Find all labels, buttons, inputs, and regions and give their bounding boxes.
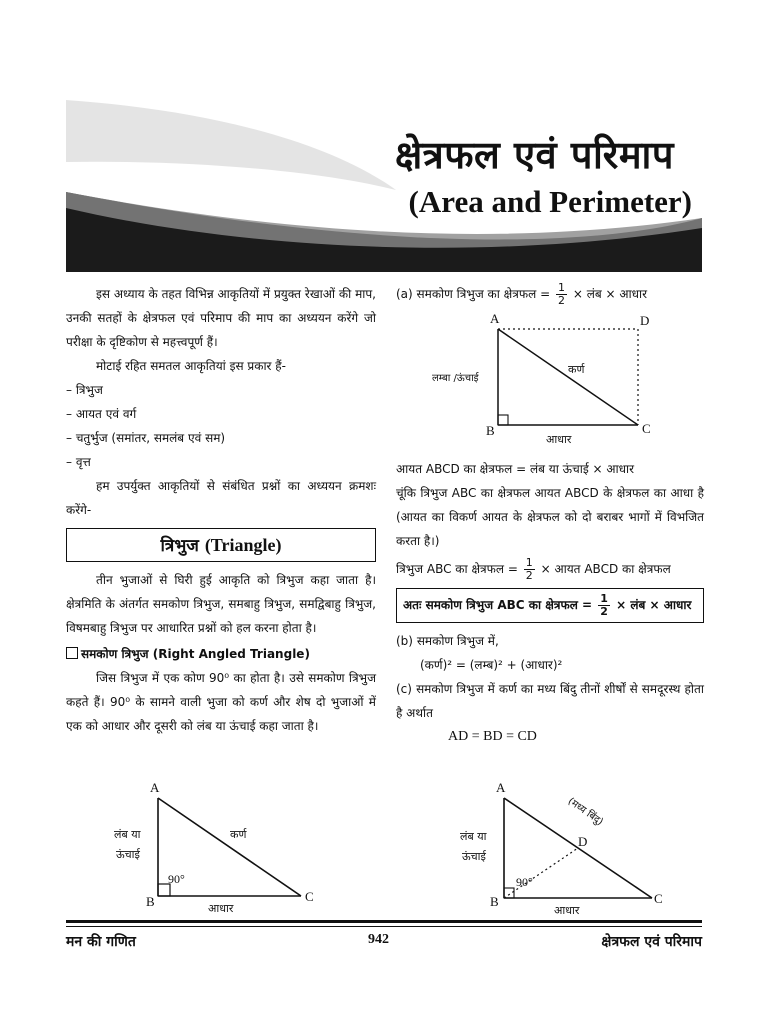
rectangle-area-paragraph: आयत ABCD का क्षेत्रफल = लंब या ऊंचाई × आधार: [396, 462, 635, 476]
vertex-a-label: A: [490, 311, 500, 326]
base-label: आधार: [546, 433, 572, 446]
right-triangle-diagram: [96, 776, 336, 916]
area-formula-a: [396, 282, 704, 307]
left-column: [66, 282, 376, 738]
vertex-c-label: C: [305, 889, 314, 904]
vertex-a-label: A: [496, 780, 506, 795]
angle-label: 90°: [516, 875, 533, 889]
right-column: [396, 282, 704, 749]
area-formula-text: × लंब × आधार: [572, 287, 648, 301]
triangle-heading-hindi: त्रिभुज: [160, 536, 199, 556]
pythagoras-text: समकोण त्रिभुज में,: [416, 634, 499, 648]
fraction: $\frac{1}{2}$: [558, 281, 565, 307]
vertex-b-label: B: [486, 423, 495, 438]
half-area-paragraph: चूंकि त्रिभुज ABC का क्षेत्रफल आयत ABCD के क्षेत्रफल का आधा है (आयत का विकर्ण आयत के क्षेत्रफल को दो बराबर भागों में विभजित करता है।): [396, 486, 704, 548]
vertex-d-label: D: [578, 834, 588, 849]
shape-list-item: – त्रिभुज: [66, 383, 103, 397]
footer-rule-thick: [66, 920, 702, 923]
triangle-section-heading: [66, 528, 376, 562]
relation-text: × आयत ABCD का क्षेत्रफल: [540, 562, 671, 576]
vertex-c-label: C: [642, 421, 651, 436]
shape-list-item: – आयत एवं वर्ग: [66, 407, 137, 421]
chapter-banner: [66, 100, 702, 272]
fraction: $\frac{1}{2}$: [525, 556, 533, 582]
shape-list: [66, 378, 376, 474]
chapter-title-english: (Area and Perimeter): [408, 184, 692, 219]
height-label: ऊंचाई: [462, 850, 486, 863]
triangle-heading-english: (Triangle): [204, 535, 282, 555]
height-label: लम्बा /ऊंचाई: [432, 373, 479, 384]
chapter-title-hindi: क्षेत्रफल एवं परिमाप: [394, 133, 674, 177]
midpoint-formula: AD = BD = CD: [448, 729, 537, 744]
midpoint-label: (मध्य बिंदु): [565, 795, 605, 828]
area-formula-text: समकोण त्रिभुज का क्षेत्रफल =: [416, 287, 551, 301]
shapes-intro: मोटाई रहित समतल आकृतियां इस प्रकार हैं-: [96, 359, 286, 373]
triangle-area-relation: [396, 557, 704, 582]
right-triangle-paragraph: जिस त्रिभुज में एक कोण 90⁰ का होता है। उसे समकोण त्रिभुज कहते हैं। 90⁰ के सामने वाली भुजा को कर्ण और शेष दो भुजाओं में एक को आधार और दूसरी को लंब या ऊंचाई कहा जाता है।: [66, 671, 376, 733]
relation-text: त्रिभुज ABC का क्षेत्रफल =: [396, 562, 518, 576]
checkbox-icon: [66, 647, 78, 659]
vertex-b-label: B: [146, 894, 155, 909]
page-number: 942: [368, 932, 389, 947]
vertex-a-label: A: [150, 780, 160, 795]
midpoint-text: समकोण त्रिभुज में कर्ण का मध्य बिंदु तीनों शीर्षों से समदूरस्थ होता है अर्थात: [396, 682, 704, 720]
pythagoras-item: [396, 629, 704, 653]
vertex-c-label: C: [654, 891, 663, 906]
study-order-paragraph: हम उपर्युक्त आकृतियों से संबंधित प्रश्नों का अध्ययन क्रमशः करेंगे-: [66, 479, 376, 517]
right-triangle-heading-english: (Right Angled Triangle): [152, 647, 310, 661]
vertex-b-label: B: [490, 894, 499, 909]
height-label: लंब या: [114, 828, 141, 841]
footer-book-title: मन की गणित: [66, 934, 136, 950]
hypotenuse-label: कर्ण: [230, 828, 247, 841]
height-label: लंब या: [460, 830, 487, 843]
pythagoras-formula: (कर्ण)² = (लम्ब)² + (आधार)²: [420, 658, 563, 672]
base-label: आधार: [208, 902, 234, 915]
base-label: आधार: [554, 904, 580, 916]
footer-rule-thin: [66, 926, 702, 927]
midpoint-triangle-diagram: [442, 776, 712, 916]
angle-label: 90°: [168, 872, 185, 886]
area-formula-box: [396, 588, 704, 623]
item-marker: (c): [396, 682, 412, 696]
shape-list-item: – चतुर्भुज (समांतर, समलंब एवं सम): [66, 431, 226, 445]
item-marker: (b): [396, 634, 413, 648]
midpoint-item: [396, 677, 704, 725]
hypotenuse-label: कर्ण: [568, 363, 585, 376]
formula-box-text: × लंब × आधार: [616, 598, 692, 612]
fraction: $\frac{1}{2}$: [600, 592, 608, 618]
intro-paragraph: इस अध्याय के तहत विभिन्न आकृतियों में प्रयुक्त रेखाओं की माप, उनकी सतहों के क्षेत्रफल एवं परिमाप की माप का अध्ययन करेंगे जो परीक्षा के दृष्टिकोण से महत्त्वपूर्ण हैं।: [66, 287, 376, 349]
right-triangle-heading-hindi: समकोण त्रिभुज: [81, 647, 149, 661]
shape-list-item: – वृत्त: [66, 455, 91, 469]
vertex-d-label: D: [640, 313, 650, 328]
item-marker: (a): [396, 287, 413, 301]
formula-box-text: अतः समकोण त्रिभुज ABC का क्षेत्रफल =: [403, 598, 593, 612]
footer-chapter-title: क्षेत्रफल एवं परिमाप: [601, 934, 702, 950]
triangle-paragraph: तीन भुजाओं से घिरी हुई आकृति को त्रिभुज कहा जाता है। क्षेत्रमिति के अंतर्गत समकोण त्रिभुज, समबाहु त्रिभुज, समद्विबाहु त्रिभुज, विषमबाहु त्रिभुज पर आधारित प्रश्नों को हल करना होता है।: [66, 573, 376, 635]
height-label: ऊंचाई: [116, 848, 140, 861]
right-triangle-heading: [66, 642, 376, 666]
rectangle-diagram: [396, 307, 696, 457]
